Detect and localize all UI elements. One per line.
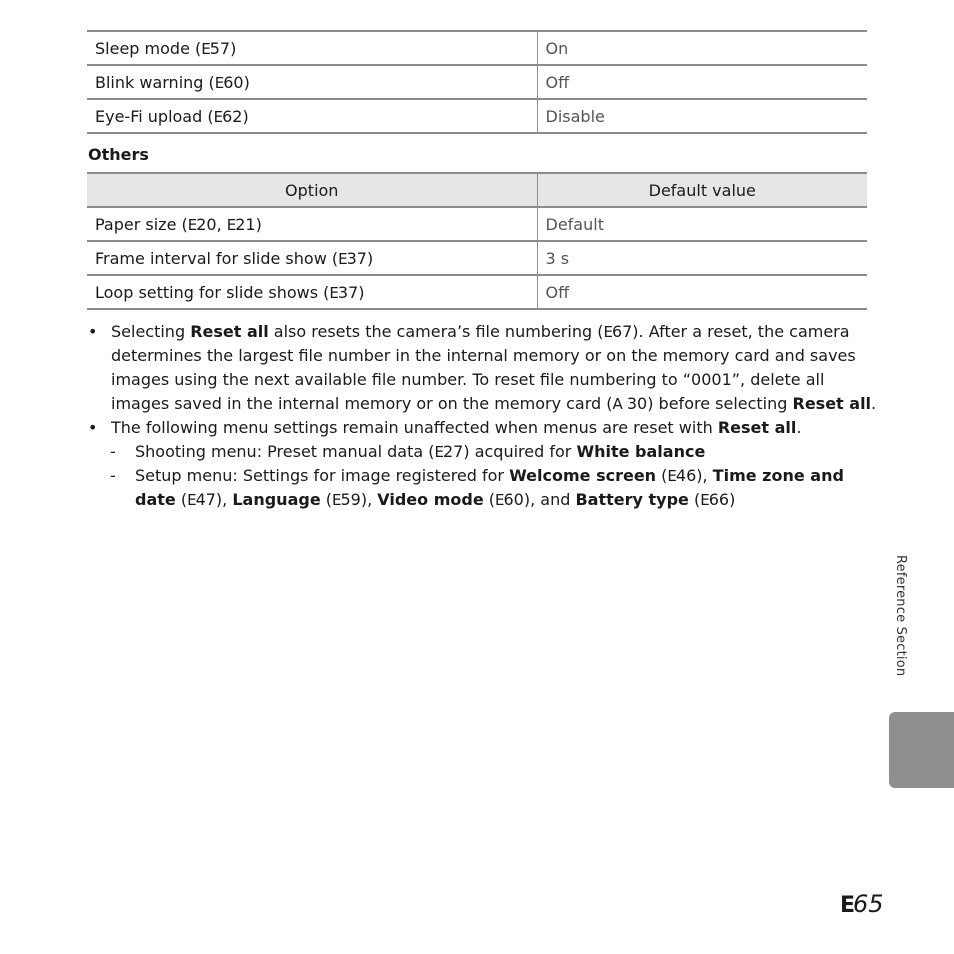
reference-icon: E: [187, 215, 197, 234]
reference-icon: E: [840, 893, 854, 918]
option-cell: Frame interval for slide show (E37): [95, 248, 374, 268]
table-row: [87, 65, 867, 99]
reference-icon: E: [603, 323, 612, 341]
note-sub-item: - Setup menu: Settings for image registered for Welcome screen (E46), Time zone and date (E47), Language (E59), Video mode (E60), and Battery type (E66): [110, 466, 844, 509]
others-table: [87, 172, 867, 310]
page-number: E65: [840, 890, 884, 918]
reference-icon: E: [214, 73, 224, 92]
table-row: [87, 275, 867, 309]
option-cell: Blink warning (E60): [95, 72, 250, 92]
section-side-label: Reference Section: [893, 555, 908, 677]
book-icon: A: [612, 395, 622, 413]
option-cell: Sleep mode (E57): [95, 38, 237, 58]
bullet-icon: •: [88, 418, 98, 437]
section-heading: Others: [88, 145, 149, 164]
option-cell: Paper size (E20, E21): [95, 214, 262, 234]
reference-icon: E: [187, 491, 196, 509]
note-sub-item: - Shooting menu: Preset manual data (E27) acquired for White balance: [88, 440, 878, 464]
table-row: [87, 99, 867, 133]
table-row: [87, 31, 867, 65]
column-header-option: Option: [87, 173, 537, 207]
dash-icon: -: [110, 466, 116, 485]
table-row: [87, 207, 867, 241]
dash-icon: -: [110, 442, 116, 461]
reference-icon: E: [332, 491, 341, 509]
reference-icon: E: [329, 283, 338, 302]
value-cell: Off: [537, 65, 867, 99]
column-header-default: Default value: [537, 173, 867, 207]
reference-icon: E: [226, 215, 236, 234]
reference-icon: E: [338, 249, 347, 268]
settings-table: [87, 30, 867, 134]
bullet-icon: •: [88, 322, 98, 341]
reference-icon: E: [434, 443, 443, 461]
notes-list: [88, 320, 878, 512]
value-cell: Disable: [537, 99, 867, 133]
value-cell: On: [537, 31, 867, 65]
note-bullet: • The following menu settings remain unaffected when menus are reset with Reset all.: [88, 416, 878, 440]
table-header-row: [87, 173, 867, 207]
section-tab: [889, 712, 954, 788]
value-cell: 3 s: [537, 241, 867, 275]
option-cell: Eye-Fi upload (E62): [95, 106, 249, 126]
reference-icon: E: [201, 39, 210, 58]
reference-icon: E: [495, 491, 504, 509]
option-cell: Loop setting for slide shows (E37): [95, 282, 365, 302]
value-cell: Off: [537, 275, 867, 309]
value-cell: Default: [537, 207, 867, 241]
reference-icon: E: [667, 467, 676, 485]
note-bullet: • Selecting Reset all also resets the camera’s file numbering (E67). After a reset, the camera determines the largest file number in the internal memory or on the memory card and saves images using the next available file number. To reset file numbering to “0001”, delete all images saved in the internal memory or on the memory card (A 30) before selecting Reset all.: [88, 322, 877, 413]
reference-icon: E: [213, 107, 223, 126]
table-row: [87, 241, 867, 275]
reference-icon: E: [700, 491, 709, 509]
